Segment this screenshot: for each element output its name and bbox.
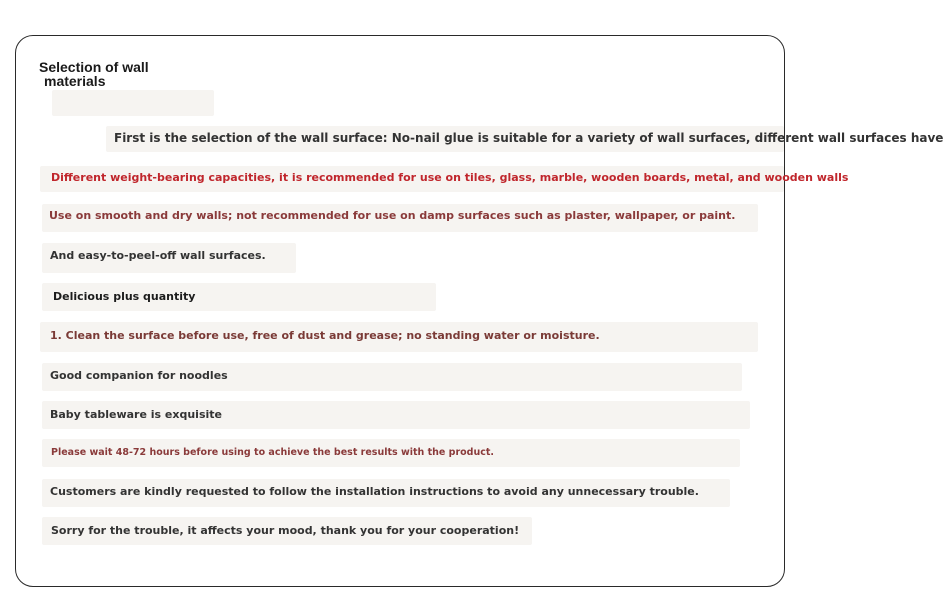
section-heading [39,60,149,88]
body-line-easy-peel: And easy-to-peel-off wall surfaces. [50,249,266,262]
body-line-smooth-dry-walls: Use on smooth and dry walls; not recommended for use on damp surfaces such as plaster, wallpaper, or paint. [49,209,736,222]
body-line-apology: Sorry for the trouble, it affects your mood, thank you for your cooperation! [51,524,520,537]
document-card [15,35,785,587]
body-line-instructions: Customers are kindly requested to follow the installation instructions to avoid any unnecessary trouble. [50,485,699,498]
heading-band [52,90,214,116]
body-line-baby-tableware: Baby tableware is exquisite [50,408,222,421]
body-line-wall-selection: First is the selection of the wall surface: No-nail glue is suitable for a variety of wall surfaces, different wall surfaces have [114,131,943,145]
body-line-clean-surface: 1. Clean the surface before use, free of dust and grease; no standing water or moisture. [50,329,600,342]
section-heading-line2: materials [44,73,106,89]
body-line-delicious: Delicious plus quantity [53,290,196,303]
body-line-wait-hours: Please wait 48-72 hours before using to achieve the best results with the product. [51,447,495,458]
body-line-noodles: Good companion for noodles [50,369,228,382]
body-line-weight-bearing: Different weight-bearing capacities, it is recommended for use on tiles, glass, marble, wooden boards, metal, and wooden walls [51,171,849,184]
section-heading-line1: Selection of wall [39,59,149,75]
